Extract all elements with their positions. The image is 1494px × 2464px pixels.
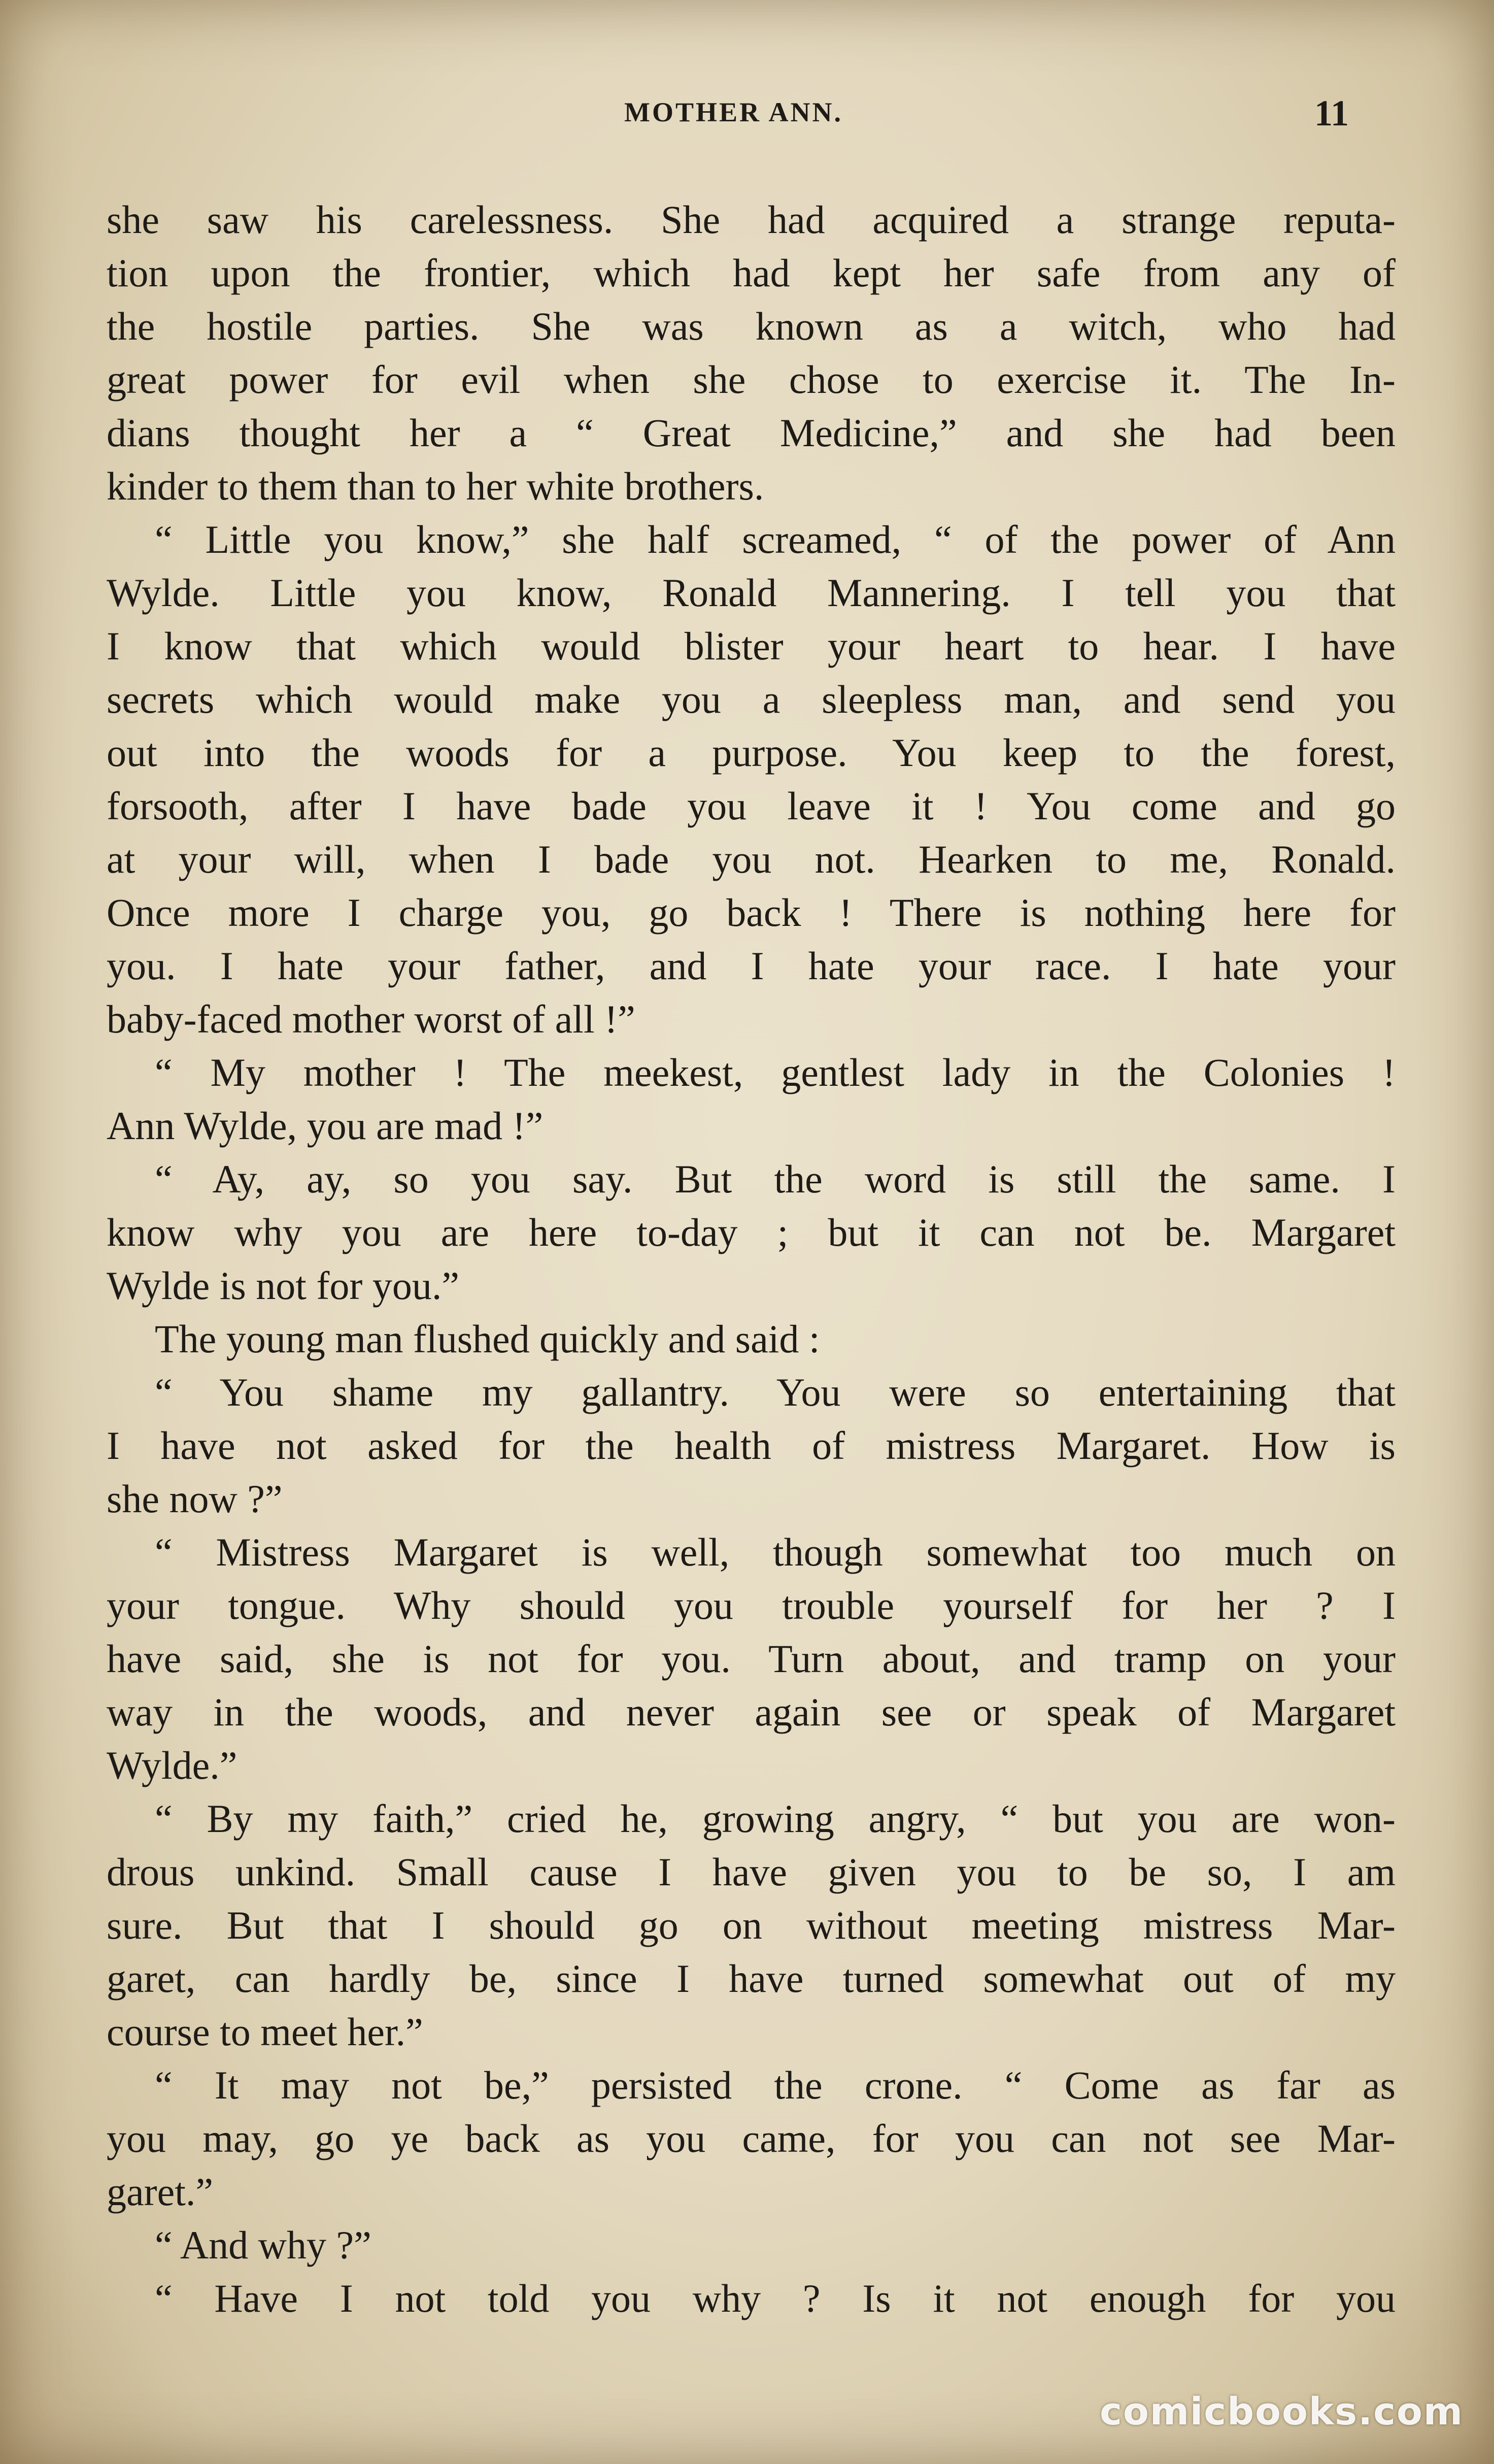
text-line: Wylde.” (107, 1743, 237, 1787)
text-line: drous unkind. Small cause I have given you to be so, I am (107, 1850, 1396, 1894)
text-line: forsooth, after I have bade you leave it ! You come and go (107, 784, 1396, 828)
body-text (107, 193, 1396, 2325)
text-line: kinder to them than to her white brothers. (107, 464, 764, 508)
page-number: 11 (1314, 93, 1349, 134)
running-title: MOTHER ANN. (624, 97, 843, 127)
text-line: I have not asked for the health of mistress Margaret. How is (107, 1423, 1396, 1468)
text-line: “ Have I not told you why ? Is it not enough for you (155, 2276, 1396, 2320)
text-line: Ann Wylde, you are mad !” (107, 1104, 544, 1148)
text-line: “ It may not be,” persisted the crone. “ Come as far as (155, 2063, 1396, 2107)
text-line: course to meet her.” (107, 2010, 423, 2054)
text-line: “ Little you know,” she half screamed, “ of the power of Ann (155, 517, 1396, 561)
text-line: “ And why ?” (155, 2223, 371, 2267)
text-line: garet, can hardly be, since I have turned somewhat out of my (107, 1956, 1396, 2001)
text-line: I know that which would blister your heart to hear. I have (107, 624, 1396, 668)
text-line: “ Ay, ay, so you say. But the word is still the same. I (155, 1157, 1396, 1201)
text-line: Wylde. Little you know, Ronald Mannering. I tell you that (107, 571, 1396, 615)
text-line: “ By my faith,” cried he, growing angry, “ but you are won- (155, 1796, 1396, 1841)
text-line: out into the woods for a purpose. You keep to the forest, (107, 730, 1396, 775)
text-line: you may, go ye back as you came, for you can not see Mar- (107, 2116, 1396, 2160)
text-line: she saw his carelessness. She had acquired a strange reputa- (107, 197, 1396, 242)
text-line: The young man flushed quickly and said : (155, 1317, 820, 1361)
text-line: great power for evil when she chose to exercise it. The In- (107, 357, 1396, 402)
text-line: way in the woods, and never again see or speak of Margaret (107, 1690, 1396, 1734)
text-line: “ You shame my gallantry. You were so entertaining that (155, 1370, 1396, 1414)
text-line: you. I hate your father, and I hate your race. I hate your (107, 944, 1396, 988)
running-head (0, 93, 1494, 137)
text-line: have said, she is not for you. Turn about, and tramp on your (107, 1637, 1396, 1681)
text-line: “ Mistress Margaret is well, though somewhat too much on (155, 1530, 1396, 1574)
text-line: know why you are here to-day ; but it can not be. Margaret (107, 1210, 1396, 1254)
text-line: “ My mother ! The meekest, gentlest lady in the Colonies ! (155, 1050, 1396, 1094)
text-line: sure. But that I should go on without meeting mistress Mar- (107, 1903, 1396, 1947)
text-line: Wylde is not for you.” (107, 1263, 459, 1308)
text-line: your tongue. Why should you trouble yourself for her ? I (107, 1583, 1396, 1627)
text-line: the hostile parties. She was known as a witch, who had (107, 304, 1396, 348)
text-line: she now ?” (107, 1477, 283, 1521)
text-line: tion upon the frontier, which had kept her safe from any of (107, 251, 1396, 295)
text-line: baby-faced mother worst of all !” (107, 997, 635, 1041)
watermark: comicbooks.com (1100, 2390, 1464, 2434)
text-line: dians thought her a “ Great Medicine,” and she had been (107, 411, 1396, 455)
text-line: secrets which would make you a sleepless man, and send you (107, 677, 1396, 721)
text-line: Once more I charge you, go back ! There is nothing here for (107, 890, 1396, 935)
text-line: garet.” (107, 2170, 214, 2214)
text-line: at your will, when I bade you not. Hearken to me, Ronald. (107, 837, 1396, 881)
